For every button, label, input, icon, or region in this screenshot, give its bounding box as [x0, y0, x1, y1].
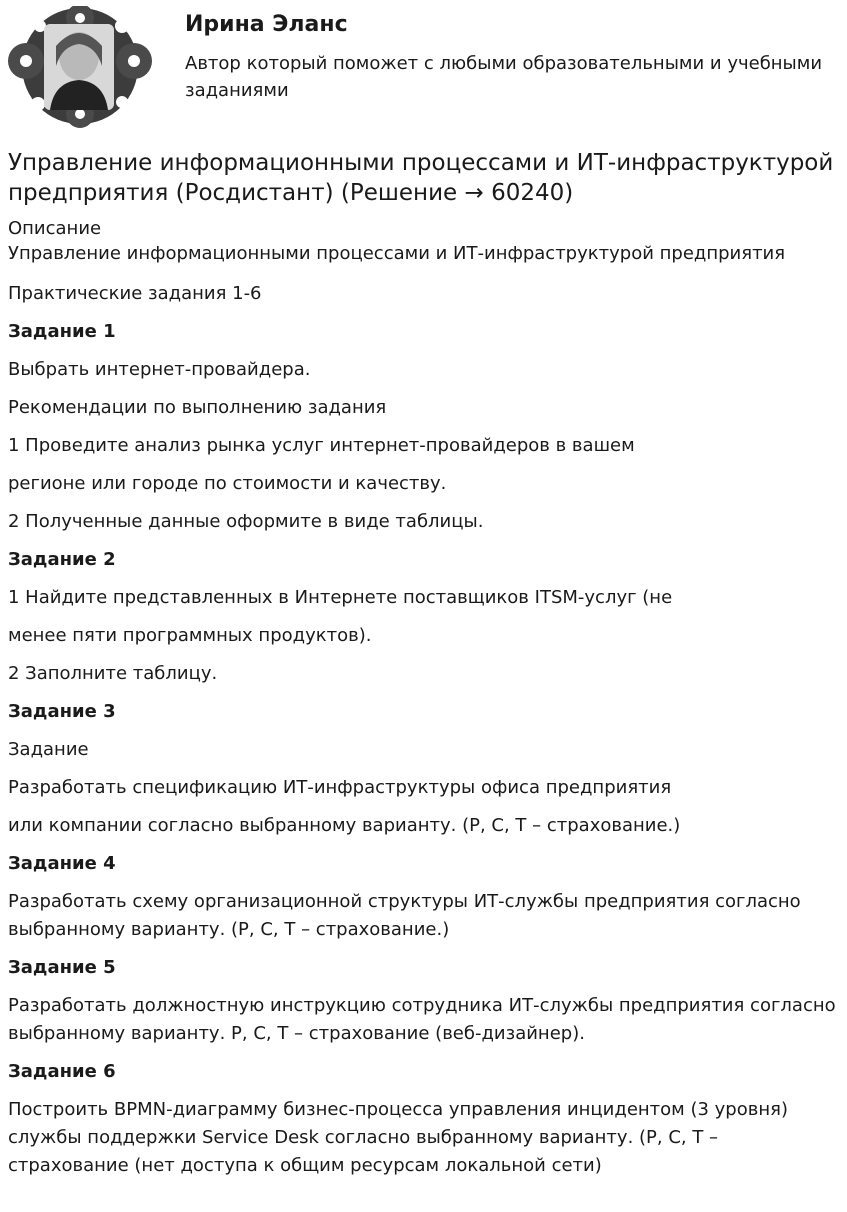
paragraph: Выбрать интернет-провайдера. [8, 359, 311, 380]
paragraph: Рекомендации по выполнению задания [8, 397, 387, 418]
paragraph: регионе или городе по стоимости и качеству. [8, 473, 447, 494]
document-body [8, 216, 844, 1180]
author-name: Ирина Эланс [185, 12, 348, 37]
task-heading: Задание 3 [8, 701, 116, 722]
author-description: Автор который поможет с любыми образовательными и учебными заданиями [185, 53, 823, 101]
user-photo-icon [6, 6, 152, 128]
paragraph: 1 Найдите представленных в Интернете поставщиков ITSM-услуг (не [8, 587, 673, 608]
author-card [0, 0, 847, 130]
paragraph: Разработать схему организационной структуры ИТ-службы предприятия согласно выбранному варианту. (Р, С, Т – страхование.) [8, 891, 801, 940]
paragraph: 1 Проведите анализ рынка услуг интернет-провайдеров в вашем [8, 435, 635, 456]
description-label: Описание [8, 218, 102, 239]
paragraph: Задание [8, 739, 89, 760]
task-heading: Задание 2 [8, 549, 116, 570]
paragraph: или компании согласно выбранному варианту. (Р, С, Т – страхование.) [8, 815, 681, 836]
paragraph: Практические задания 1-6 [8, 283, 262, 304]
description-text: Управление информационными процессами и ИТ-инфраструктурой предприятия [8, 243, 786, 264]
paragraph: менее пяти программных продуктов). [8, 625, 372, 646]
page-title: Управление информационными процессами и ИТ-инфраструктурой предприятия (Росдистант) (Решение → 60240) [8, 150, 834, 206]
paragraph: 2 Заполните таблицу. [8, 663, 218, 684]
paragraph: 2 Полученные данные оформите в виде таблицы. [8, 511, 484, 532]
paragraph: Построить BPMN-диаграмму бизнес-процесса управления инцидентом (3 уровня) службы поддержки Service Desk согласно выбранному варианту. (Р, С, Т – страхование (нет доступа к общим ресурсам локальной сети) [8, 1099, 788, 1176]
task-heading: Задание 4 [8, 853, 116, 874]
paragraph: Разработать спецификацию ИТ-инфраструктуры офиса предприятия [8, 777, 672, 798]
task-heading: Задание 6 [8, 1061, 116, 1082]
task-heading: Задание 1 [8, 321, 116, 342]
task-heading: Задание 5 [8, 957, 116, 978]
paragraph: Разработать должностную инструкцию сотрудника ИТ-службы предприятия согласно выбранному варианту. Р, С, Т – страхование (веб-дизайнер). [8, 995, 836, 1044]
